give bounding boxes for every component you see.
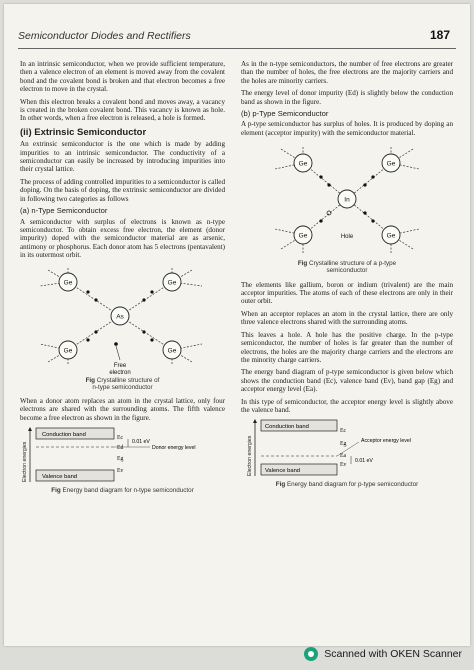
figure-caption: Fig Energy band diagram for n-type semiconductor xyxy=(51,487,194,495)
section-heading: (ii) Extrinsic Semiconductor xyxy=(20,126,147,138)
paragraph: An extrinsic semiconductor is the one which is made by adding impurities to an intrinsic semiconductor. The conductivity of a semiconductor can easily be increased by introducing impurities into their crystal lattice. xyxy=(20,140,225,174)
svg-text:Valence band: Valence band xyxy=(265,468,301,475)
atom-label: In xyxy=(344,196,350,204)
figure-caption: Fig Crystalline structure of a p-type semiconductor xyxy=(297,260,397,275)
atom-label: Ge xyxy=(167,347,177,355)
right-column xyxy=(241,60,453,495)
svg-text:Ea: Ea xyxy=(340,453,347,460)
paragraph: In an intrinsic semiconductor, when we provide sufficient temperature, then a valence electron of an element is moved away from the covalent bond and the covalent bond is broken and that electron becomes a free electron to move in the crystal. xyxy=(20,60,225,94)
scanner-label: Scanned with OKEN Scanner xyxy=(324,648,462,660)
svg-text:Valence band: Valence band xyxy=(42,474,78,481)
svg-text:Ec: Ec xyxy=(340,428,347,435)
svg-text:Conduction band: Conduction band xyxy=(265,424,309,431)
svg-text:0.01 eV: 0.01 eV xyxy=(355,458,373,465)
atom-label: Ge xyxy=(386,232,396,240)
atom-label: Ge xyxy=(298,160,308,168)
page-number: 187 xyxy=(429,28,450,42)
atom-label: Ge xyxy=(63,279,73,287)
atom-label: Ge xyxy=(63,347,73,355)
left-column xyxy=(20,60,225,500)
figure-caption: Fig Energy band diagram for p-type semiconductor xyxy=(275,481,419,489)
paragraph: The elements like gallium, boron or indium (trivalent) are the main acceptor impurities. The atoms of each of these electrons are only in their outer orbit. xyxy=(241,280,453,306)
chapter-title: Semiconductor Diodes and Rectifiers xyxy=(18,30,191,42)
book-page xyxy=(4,4,470,646)
y-axis-label: Electron energies xyxy=(247,435,253,477)
paragraph: When an acceptor replaces an atom in the crystal lattice, there are only three valence electrons shared with the surrounding atoms. xyxy=(241,309,453,327)
scanner-logo-icon xyxy=(304,647,318,661)
svg-text:0.01 eV: 0.01 eV xyxy=(132,439,150,446)
free-label: Free xyxy=(113,362,127,369)
svg-text:Conduction band: Conduction band xyxy=(42,432,86,439)
paragraph: When a donor atom replaces an atom in the crystal lattice, only four electrons are shared with the surrounding atoms. The fifth valence become a free electron as shown in the figure. xyxy=(20,396,225,422)
paragraph: A semiconductor with surplus of electrons is known as n-type semiconductor. To obtain excess free electron, the element (donor impurity) doped with the semiconductor material are as arsenic, antimony or phosphorus. Each donor atom has 5 electrons (pentavalent) in its outermost orbit. xyxy=(20,217,225,260)
subsection-heading: (b) p-Type Semiconductor xyxy=(241,109,329,119)
scanner-watermark xyxy=(304,646,462,662)
paragraph: The energy level of donor impurity (Ed) is slightly below the conduction band as shown in the figure. xyxy=(241,89,453,106)
paragraph: In this type of semiconductor, the acceptor energy level is slightly above the valence band. xyxy=(241,397,453,414)
svg-text:Eg: Eg xyxy=(340,441,347,448)
paragraph: The energy band diagram of p-type semiconductor is given below which shows the conduction band (Ec), valence band (Ev), band gap (Eg) and acceptor energy level (Ea). xyxy=(241,368,453,394)
svg-text:Ev: Ev xyxy=(117,468,124,475)
svg-text:Acceptor energy level: Acceptor energy level xyxy=(361,438,411,445)
electron-label: electron xyxy=(109,369,131,376)
subsection-heading: (a) n-Type Semiconductor xyxy=(20,206,108,216)
atom-label: Ge xyxy=(167,279,177,287)
svg-text:Ed: Ed xyxy=(117,445,124,452)
svg-text:Ec: Ec xyxy=(117,435,124,442)
hole-label: Hole xyxy=(340,234,354,241)
paragraph: The process of adding controlled impurities to a semiconductor is called doping. On the basis of doping, the extrinsic semiconductor are divided in following two categories as follows xyxy=(20,177,225,203)
running-header xyxy=(18,30,456,48)
svg-text:Ev: Ev xyxy=(340,462,347,469)
ntype-energy-band-figure xyxy=(20,426,225,494)
ptype-crystal-figure xyxy=(241,141,453,274)
atom-label: As xyxy=(116,313,124,321)
y-axis-label: Electron energies xyxy=(22,441,28,483)
atom-label: Ge xyxy=(386,160,396,168)
ntype-crystal-figure xyxy=(20,264,225,391)
paragraph: This leaves a hole. A hole has the positive charge. In the p-type semiconductor, the number of holes is far greater than the number of electrons, the holes are the majority charge carriers and the electrons are the minority charge carriers. xyxy=(241,330,453,364)
paragraph: A p-type semiconductor has surplus of holes. It is produced by doping an element (acceptor impurity) with the semiconductor material. xyxy=(241,120,453,137)
paragraph: When this electron breaks a covalent bond and moves away, a vacancy is created in the broken covalent bond. This vacancy is known as hole. In other words, when a free electron is released, a hole is formed. xyxy=(20,97,225,123)
ptype-energy-band-figure xyxy=(241,418,453,488)
header-rule xyxy=(18,48,456,49)
svg-text:Donor energy level: Donor energy level xyxy=(152,445,196,452)
atom-label: Ge xyxy=(298,232,308,240)
figure-caption: Fig Crystalline structure of n-type semiconductor xyxy=(85,376,160,391)
paragraph: As in the n-type semiconductors, the number of free electrons are greater than the number of holes, the free electrons are the majority carriers and the holes are minority carriers. xyxy=(241,60,453,85)
svg-text:Eg: Eg xyxy=(117,456,124,463)
